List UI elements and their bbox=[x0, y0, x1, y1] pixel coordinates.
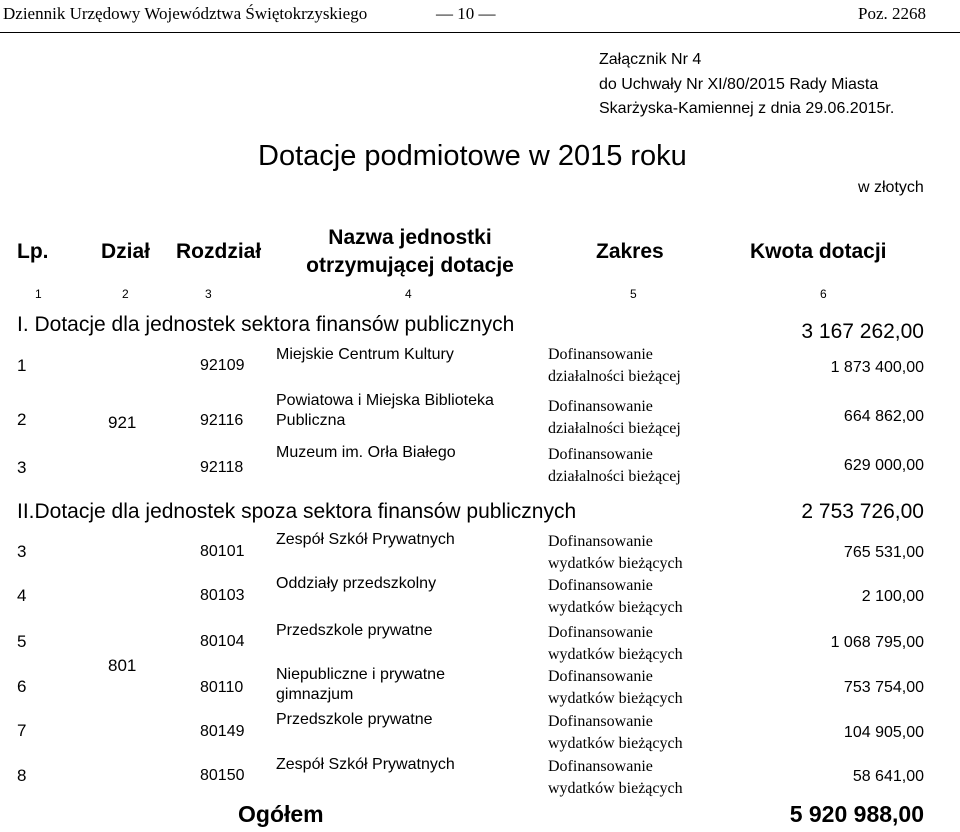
s2-row-2-zakres-1: Dofinansowanie bbox=[548, 577, 653, 594]
s2-row-1-zakres-1: Dofinansowanie bbox=[548, 533, 653, 550]
s2-row-1-zakres-2: wydatków bieżących bbox=[548, 555, 683, 572]
s2-row-5-zakres-1: Dofinansowanie bbox=[548, 713, 653, 730]
s1-row-1-zakres-2: działalności bieżącej bbox=[548, 368, 681, 385]
s2-row-1-rozdzial: 80101 bbox=[200, 543, 245, 560]
s1-row-2-lp: 2 bbox=[17, 410, 27, 429]
s2-row-2-rozdzial: 80103 bbox=[200, 587, 245, 604]
s2-row-4-nazwa: Niepubliczne i prywatne gimnazjum bbox=[276, 666, 445, 703]
s2-row-6-zakres-2: wydatków bieżących bbox=[548, 780, 683, 797]
s2-row-5-nazwa: Przedszkole prywatne bbox=[276, 711, 433, 728]
s1-row-1-kwota: 1 873 400,00 bbox=[830, 359, 924, 376]
col-number-5: 5 bbox=[630, 287, 637, 301]
s1-row-3-rozdzial: 92118 bbox=[200, 459, 244, 476]
s2-row-5-lp: 7 bbox=[17, 721, 27, 740]
header-rozdzial: Rozdział bbox=[176, 240, 262, 263]
header-nazwa-line-1: Nazwa jednostki bbox=[328, 226, 492, 249]
section-2-label: II.Dotacje dla jednostek spoza sektora finansów publicznych bbox=[17, 500, 577, 523]
section-2-total: 2 753 726,00 bbox=[801, 500, 924, 523]
page-number: — 10 — bbox=[436, 4, 496, 23]
s1-row-2-kwota: 664 862,00 bbox=[843, 408, 924, 425]
s1-row-3-zakres-1: Dofinansowanie bbox=[548, 446, 653, 463]
s2-row-1-kwota: 765 531,00 bbox=[843, 544, 924, 561]
s2-row-4-rozdzial: 80110 bbox=[200, 679, 244, 696]
col-number-1: 1 bbox=[35, 287, 42, 301]
header-nazwa-line-2: otrzymującej dotacje bbox=[306, 254, 514, 277]
s2-row-2-lp: 4 bbox=[17, 586, 27, 605]
s1-row-2-zakres-1: Dofinansowanie bbox=[548, 398, 653, 415]
section-1-label: I. Dotacje dla jednostek sektora finansów publicznych bbox=[17, 313, 515, 336]
s2-row-6-nazwa: Zespół Szkół Prywatnych bbox=[276, 756, 455, 773]
s2-row-6-lp: 8 bbox=[17, 766, 27, 785]
header-dzial: Dział bbox=[101, 240, 151, 263]
s1-row-3-kwota: 629 000,00 bbox=[843, 457, 924, 474]
header-divider bbox=[0, 32, 960, 33]
header-zakres: Zakres bbox=[596, 240, 664, 263]
annex-line-3: Skarżyska-Kamiennej z dnia 29.06.2015r. bbox=[599, 100, 895, 117]
position-number: Poz. 2268 bbox=[858, 4, 926, 23]
header-lp: Lp. bbox=[17, 240, 49, 263]
s1-row-3-zakres-2: działalności bieżącej bbox=[548, 468, 681, 485]
journal-title: Dziennik Urzędowy Województwa Świętokrzyskiego bbox=[3, 4, 368, 23]
s2-row-3-zakres-2: wydatków bieżących bbox=[548, 646, 683, 663]
col-number-3: 3 bbox=[205, 287, 212, 301]
s2-row-4-zakres-1: Dofinansowanie bbox=[548, 668, 653, 685]
s2-row-2-kwota: 2 100,00 bbox=[861, 588, 924, 605]
col-number-2: 2 bbox=[122, 287, 129, 301]
s2-row-3-nazwa: Przedszkole prywatne bbox=[276, 622, 433, 639]
s1-row-1-lp: 1 bbox=[17, 356, 27, 375]
s2-row-3-rozdzial: 80104 bbox=[200, 633, 245, 650]
section-1-total: 3 167 262,00 bbox=[801, 320, 924, 343]
s1-row-1-zakres-1: Dofinansowanie bbox=[548, 346, 653, 363]
s2-row-2-nazwa: Oddziały przedszkolny bbox=[276, 575, 437, 592]
col-number-4: 4 bbox=[405, 287, 412, 301]
grand-total-label: Ogółem bbox=[238, 801, 324, 827]
unit-label: w złotych bbox=[858, 179, 924, 196]
s2-row-5-zakres-2: wydatków bieżących bbox=[548, 735, 683, 752]
section-1-dzial: 921 bbox=[108, 413, 137, 432]
s2-row-6-rozdzial: 80150 bbox=[200, 767, 245, 784]
s2-row-6-zakres-1: Dofinansowanie bbox=[548, 758, 653, 775]
col-number-6: 6 bbox=[820, 287, 827, 301]
page-title: Dotacje podmiotowe w 2015 roku bbox=[258, 140, 687, 172]
s1-row-1-rozdzial: 92109 bbox=[200, 357, 245, 374]
s2-row-3-zakres-1: Dofinansowanie bbox=[548, 624, 653, 641]
s2-row-3-kwota: 1 068 795,00 bbox=[830, 634, 924, 651]
s2-row-2-zakres-2: wydatków bieżących bbox=[548, 599, 683, 616]
s2-row-4-zakres-2: wydatków bieżących bbox=[548, 690, 683, 707]
s2-row-6-kwota: 58 641,00 bbox=[852, 768, 924, 785]
annex-line-2: do Uchwały Nr XI/80/2015 Rady Miasta bbox=[599, 76, 879, 93]
s2-row-5-kwota: 104 905,00 bbox=[843, 724, 924, 741]
s2-row-1-nazwa: Zespół Szkół Prywatnych bbox=[276, 531, 455, 548]
s2-row-3-lp: 5 bbox=[17, 632, 27, 651]
s1-row-2-zakres-2: działalności bieżącej bbox=[548, 420, 681, 437]
grand-total-value: 5 920 988,00 bbox=[789, 801, 924, 827]
s1-row-2-rozdzial: 92116 bbox=[200, 412, 244, 429]
s1-row-1-nazwa: Miejskie Centrum Kultury bbox=[276, 346, 454, 363]
s1-row-2-nazwa: Powiatowa i Miejska Biblioteka Publiczna bbox=[276, 392, 494, 429]
s2-row-5-rozdzial: 80149 bbox=[200, 723, 245, 740]
header-kwota: Kwota dotacji bbox=[750, 240, 887, 263]
section-2-dzial: 801 bbox=[108, 656, 137, 675]
s1-row-3-lp: 3 bbox=[17, 458, 27, 477]
s2-row-1-lp: 3 bbox=[17, 542, 27, 561]
s2-row-4-kwota: 753 754,00 bbox=[843, 679, 924, 696]
s2-row-4-lp: 6 bbox=[17, 677, 27, 696]
annex-line-1: Załącznik Nr 4 bbox=[599, 51, 702, 68]
s1-row-3-nazwa: Muzeum im. Orła Białego bbox=[276, 444, 456, 461]
